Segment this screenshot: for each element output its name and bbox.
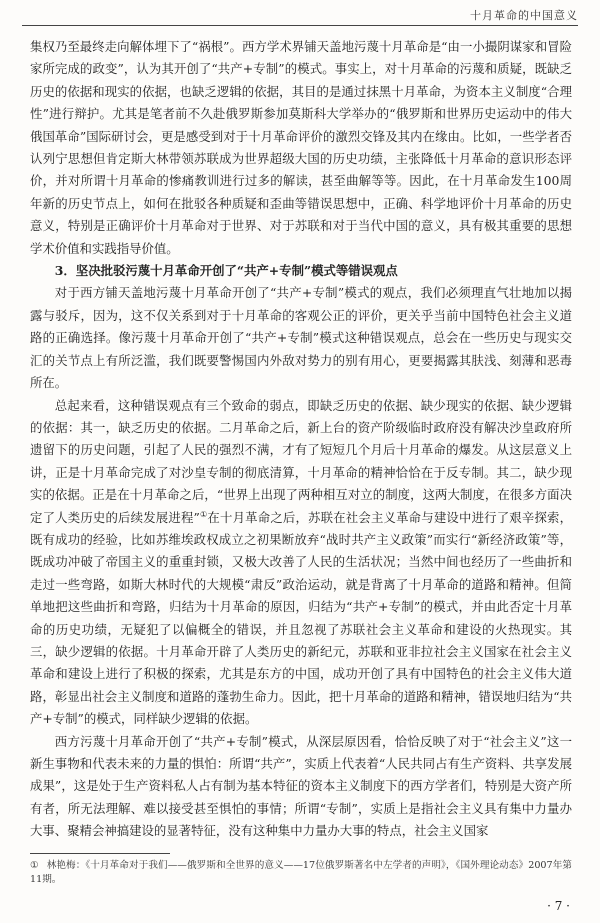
footnote-rule [30, 853, 170, 854]
footnote-text: 林艳梅：《十月革命对于我们——俄罗斯和全世界的意义——17位俄罗斯著名中左学者的声明》，《国外理论动态》2007年第11期。 [30, 860, 572, 885]
header-rule [22, 25, 578, 26]
page-number: · 7 · [547, 899, 570, 913]
section-heading: 3．坚决批驳污蔑十月革命开创了“共产+专制”模式等错误观点 [54, 263, 398, 279]
paragraph-text: 总起来看，这种错误观点有三个致命的弱点，即缺乏历史的依据、缺少现实的依据、缺少逻辑的依据：其一，缺乏历史的依据。二月革命之后，新上台的资产阶级临时政府没有解决沙皇政府所遗留下的历史问题，引起了人民的强烈不满，才有了短短几个月后十月革命的爆发。从这层意义上讲，正是十月革命完成了对沙皇专制的彻底清算，十月革命的精神恰恰在于反专制。其二，缺少现实的依据。正是在十月革命之后，“世界上出现了两种相互对立的制度，这两大制度，在很多方面决定了人类历史的后续发展进程” [30, 397, 572, 525]
footnote-reference[interactable]: ① [199, 509, 208, 519]
paragraph-text-cont: 在十月革命之后，苏联在社会主义革命与建设中进行了艰辛探索，既有成功的经验，比如苏维埃政权成立之初果断放弃“战时共产主义政策”而实行“新经济政策”等，既成功冲破了帝国主义的重重封锁，又极大改善了人民的生活状况；当然中间也经历了一些曲折和走过一些弯路，如斯大林时代的大规模“肃反”政治运动，就是背离了十月革命的道路和精神。但简单地把这些曲折和弯路，归结为十月革命的原因，归结为“共产+专制”的模式，并由此否定十月革命的历史功绩，无疑犯了以偏概全的错误，并且忽视了苏联社会主义革命和建设的火热现实。其三，缺少逻辑的依据。十月革命开辟了人类历史的新纪元，苏联和亚非拉社会主义国家在社会主义革命和建设上进行了积极的探索，尤其是东方的中国，成功开创了具有中国特色的社会主义伟大道路，彰显出社会主义制度和道路的蓬勃生命力。因此，把十月革命的道路和精神，错误地归结为“共产+专制”的模式，同样缺少逻辑的依据。 [30, 509, 573, 727]
running-head: 十月革命的中国意义 [470, 9, 578, 22]
article-body [30, 36, 572, 843]
body-paragraph: 西方污蔑十月革命开创了“共产+专制”模式，从深层原因看，恰恰反映了对于“社会主义”这一新生事物和代表未来的力量的惧怕：所谓“共产”，实质上代表着“人民共同占有生产资料、共享发展成果”，这是处于生产资料私人占有制为基本特征的资本主义制度下的西方学者们，特别是大资产所有者，所无法理解、难以接受甚至惧怕的事情；所谓“专制”，实质上是指社会主义具有集中力量办大事、聚精会神搞建设的显著特征，没有这种集中力量办大事的特点，社会主义国家 [30, 733, 572, 839]
body-paragraph [30, 395, 572, 731]
footnote-mark: ① [30, 860, 39, 871]
footnote [30, 859, 572, 887]
body-paragraph: 集权乃至最终走向解体埋下了“祸根”。西方学术界铺天盖地污蔑十月革命是“由一小撮阴谋家和冒险家所完成的政变”，认为其开创了“共产+专制”的模式。事实上，对十月革命的污蔑和质疑，既缺乏历史的依据和现实的依据，也缺乏逻辑的依据，其目的是通过抹黑十月革命，为资本主义制度“合理性”进行辩护。尤其是笔者前不久赴俄罗斯参加莫斯科大学举办的“俄罗斯和世界历史运动中的伟大俄国革命”国际研讨会，更是感受到对于十月革命评价的激烈交锋及其内在缘由。比如，一些学者否认列宁思想但肯定斯大林带领苏联成为世界超级大国的历史功绩，主张降低十月革命的意识形态评价，并对所谓十月革命的惨痛教训进行过多的解读，甚至曲解等等。因此，在十月革命发生100周年新的历史节点上，如何在批驳各种质疑和歪曲等错误思想中，正确、科学地评价十月革命的历史意义，特别是正确评价十月革命对于世界、对于苏联和对于当代中国的意义，具有极其重要的思想学术价值和实践指导价值。 [30, 39, 572, 256]
body-paragraph: 对于西方铺天盖地污蔑十月革命开创了“共产+专制”模式的观点，我们必须理直气壮地加以揭露与驳斥，因为，这不仅关系到对于十月革命的客观公正的评价，更关乎当前中国特色社会主义道路的正确选择。像污蔑十月革命开创了“共产+专制”模式这种错误观点，总会在一些历史与现实交汇的关节点上有所泛滥，我们既要警惕国内外敌对势力的别有用心，更要揭露其肤浅、刻薄和恶毒所在。 [30, 285, 572, 391]
